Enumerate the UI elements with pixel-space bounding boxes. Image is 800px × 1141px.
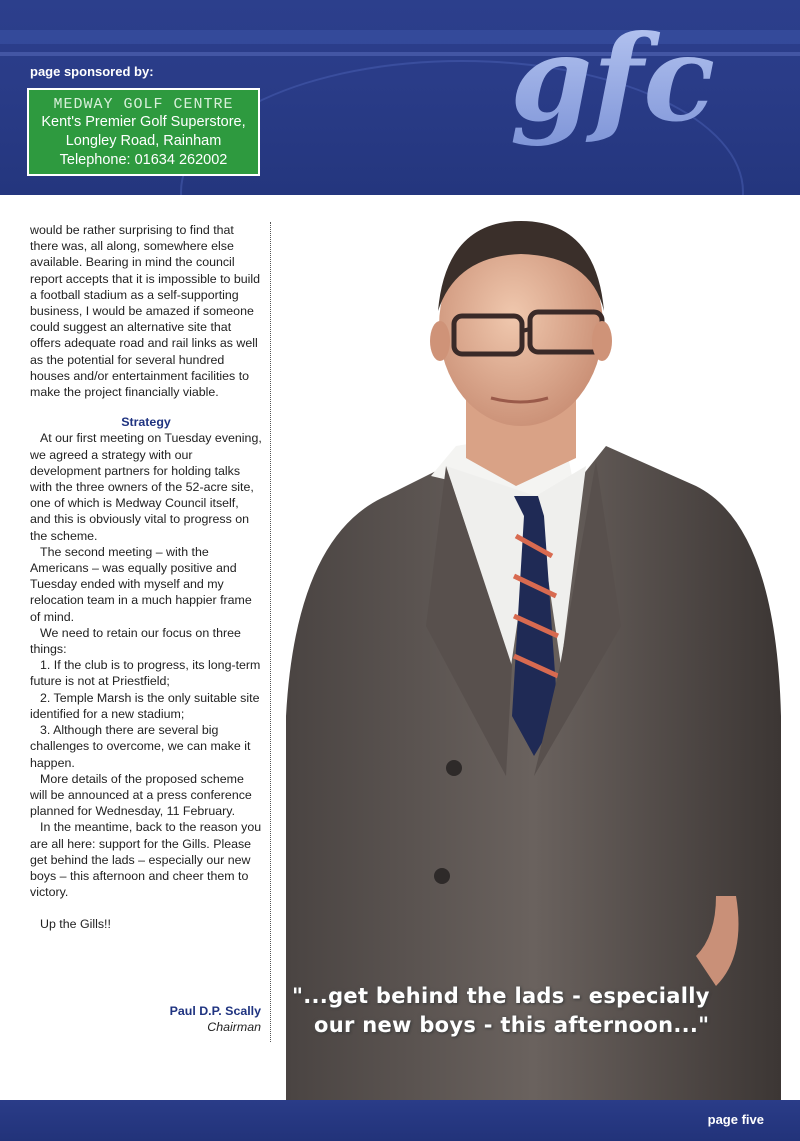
pull-quote-line: our new boys - this afternoon..." [314, 1013, 710, 1037]
sign-off: Up the Gills!! [40, 917, 111, 932]
club-logo [506, 20, 776, 180]
article-column [30, 222, 262, 933]
footer-banner [0, 1100, 800, 1141]
list-item: 2. Temple Marsh is the only suitable site identified for a new stadium; [30, 690, 260, 721]
author-role: Chairman [207, 1020, 261, 1034]
page-number: page five [707, 1112, 764, 1127]
sponsor-telephone: Telephone: 01634 262002 [59, 152, 228, 168]
sponsor-advert [27, 88, 260, 176]
logo-lettering: gfc [510, 20, 716, 148]
sponsor-name: MEDWAY GOLF CENTRE [53, 96, 234, 113]
column-divider [270, 222, 271, 1042]
sponsor-tagline: Kent's Premier Golf Superstore, [41, 114, 246, 130]
section-heading: Strategy [121, 415, 171, 430]
pull-quote-line: "...get behind the lads - especially [292, 984, 710, 1008]
author-name: Paul D.P. Scally [169, 1004, 261, 1018]
article-paragraph: would be rather surprising to find that there was, all along, somewhere else available. Bearing in mind the council report accepts that it is impossible to build a football stadium as a self-supporting business, I would be amazed if someone could suggest an alternative site that offers adequate road and rail links as well as the potential for several hundred houses and/or entertainment facilities to make the project financially viable. [30, 223, 261, 400]
article-paragraph: We need to retain our focus on three things: [30, 625, 241, 657]
list-item: 1. If the club is to progress, its long-term future is not at Priestfield; [30, 658, 261, 689]
article-paragraph: More details of the proposed scheme will be announced at a press conference planned for Wednesday, 11 February. [30, 771, 252, 819]
sponsor-address: Longley Road, Rainham [65, 133, 222, 149]
sponsor-label: page sponsored by: [30, 64, 154, 79]
list-item: 3. Although there are several big challenges to overcome, we can make it happen. [30, 723, 251, 770]
chairman-photo [276, 196, 800, 1100]
author-signature [120, 1003, 261, 1035]
article-paragraph: In the meantime, back to the reason you are all here: support for the Gills. Please get behind the lads – especially our new boys – this afternoon and cheer them to victory. [30, 820, 262, 900]
article-paragraph: The second meeting – with the Americans – was equally positive and Tuesday ended with myself and my relocation team in a much happier frame of mind. [30, 544, 252, 624]
header-banner [0, 0, 800, 195]
article-paragraph: At our first meeting on Tuesday evening, we agreed a strategy with our development partners for holding talks with the three owners of the 52-acre site, one of which is Medway Council itself, and this is obviously vital to progress on the scheme. [30, 431, 262, 543]
pull-quote [292, 982, 782, 1040]
